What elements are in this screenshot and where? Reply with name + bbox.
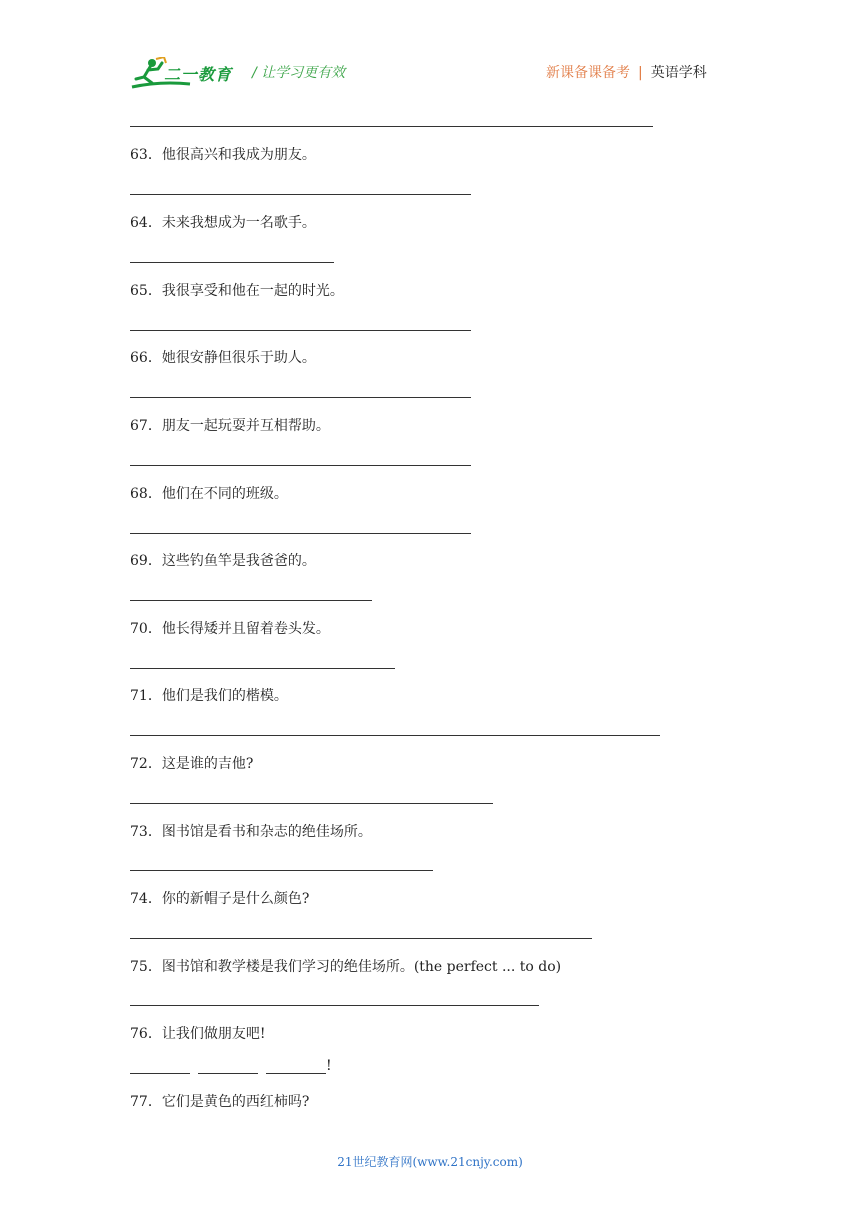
answer-line-71[interactable] — [130, 735, 660, 736]
answer-line-72[interactable] — [130, 803, 493, 804]
header-course-label: 新课备课备考 — [546, 65, 630, 81]
answer-line-74[interactable] — [130, 938, 592, 939]
question-76: 76．让我们做朋友吧! — [130, 1026, 266, 1042]
question-63: 63．他很高兴和我成为朋友。 — [130, 147, 316, 163]
question-73: 73．图书馆是看书和杂志的绝佳场所。 — [130, 824, 372, 840]
answer-line-69[interactable] — [130, 600, 372, 601]
answer-blank-76-2[interactable] — [198, 1059, 258, 1074]
answer-line-64[interactable] — [130, 262, 334, 263]
question-68: 68．他们在不同的班级。 — [130, 486, 288, 502]
answer-line-66[interactable] — [130, 397, 471, 398]
question-64: 64．未来我想成为一名歌手。 — [130, 215, 316, 231]
header-subject-label: 英语学科 — [650, 65, 707, 81]
question-65: 65．我很享受和他在一起的时光。 — [130, 283, 344, 299]
answer-76-end-punct: ! — [326, 1058, 332, 1074]
question-69: 69．这些钓鱼竿是我爸爸的。 — [130, 553, 316, 569]
answer-line-70[interactable] — [130, 668, 395, 669]
question-66: 66．她很安静但很乐于助人。 — [130, 350, 316, 366]
answer-line-67[interactable] — [130, 465, 471, 466]
answer-line-73[interactable] — [130, 870, 433, 871]
question-70: 70．他长得矮并且留着卷头发。 — [130, 621, 330, 637]
answer-line-63[interactable] — [130, 194, 471, 195]
question-74: 74．你的新帽子是什么颜色? — [130, 891, 310, 907]
question-75: 75．图书馆和教学楼是我们学习的绝佳场所。(the perfect ... to do) — [130, 959, 562, 975]
logo-text: 二一教育 — [164, 65, 233, 84]
page-header — [0, 0, 860, 110]
header-separator: | — [638, 65, 643, 81]
question-71: 71．他们是我们的楷模。 — [130, 688, 288, 704]
header-subject — [546, 62, 707, 82]
answer-line-65[interactable] — [130, 330, 471, 331]
question-67: 67．朋友一起玩耍并互相帮助。 — [130, 418, 330, 434]
question-77: 77．它们是黄色的西红柿吗? — [130, 1094, 310, 1110]
answer-line-62[interactable] — [130, 126, 653, 127]
answer-blank-76-3[interactable] — [266, 1059, 326, 1074]
answer-blank-76-1[interactable] — [130, 1059, 190, 1074]
header-slogan: / 让学习更有效 — [252, 65, 346, 81]
answer-blanks-76 — [130, 1058, 332, 1074]
question-72: 72．这是谁的吉他? — [130, 756, 254, 772]
page-footer: 21世纪教育网(www.21cnjy.com) — [337, 1155, 523, 1169]
answer-line-75[interactable] — [130, 1005, 539, 1006]
answer-line-68[interactable] — [130, 533, 471, 534]
